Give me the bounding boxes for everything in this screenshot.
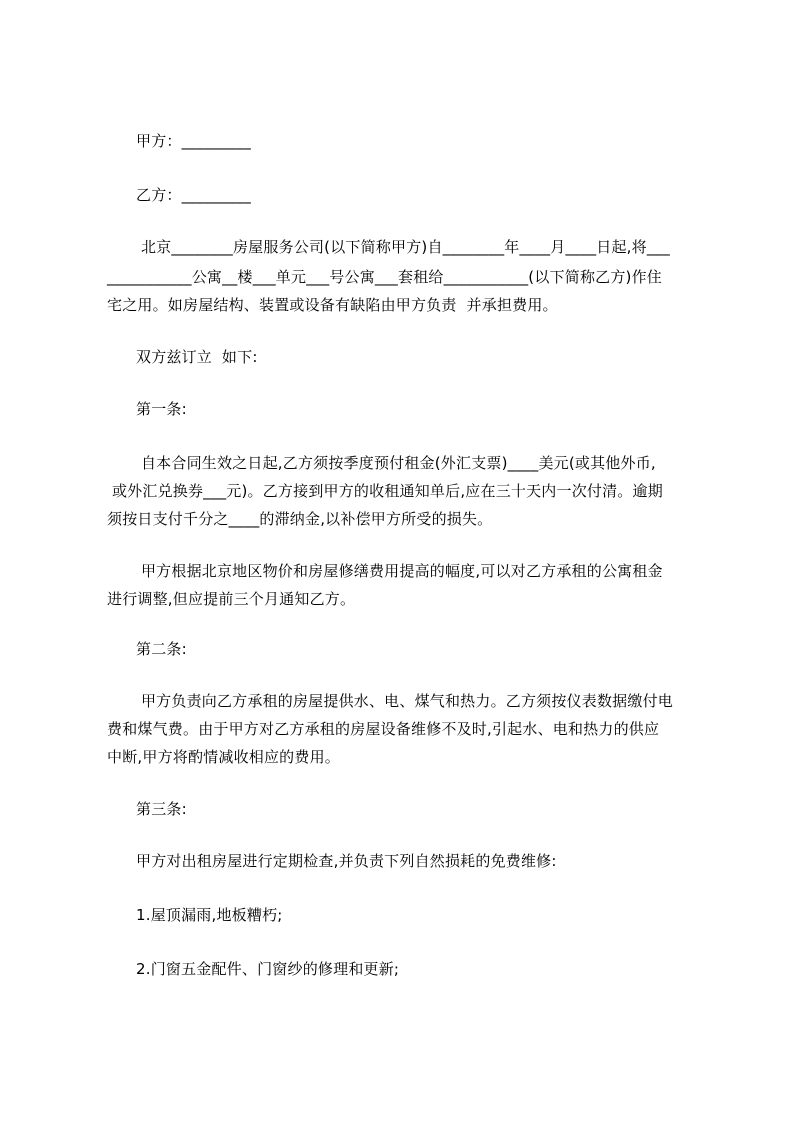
agreement-intro: 双方兹订立 如下:: [136, 348, 258, 366]
list-item: 1.屋顶漏雨,地板糟朽;: [136, 906, 283, 924]
article-1-heading: 第一条:: [136, 400, 187, 418]
article-3-heading: 第三条:: [136, 800, 187, 818]
party-b-line: 乙方：_________: [136, 186, 251, 204]
paragraph-line: 甲方根据北京地区物价和房屋修缮费用提高的幅度,可以对乙方承租的公寓租金: [136, 562, 663, 580]
paragraph-line: 自本合同生效之日起,乙方须按季度预付租金(外汇支票)____美元(或其他外币,: [136, 454, 656, 472]
paragraph-line: 宅之用。如房屋结构、装置或设备有缺陷由甲方负责 并承担费用。: [107, 296, 558, 314]
paragraph-line: ___________公寓__楼___单元___号公寓___套租给___________(以下简称乙方)作住: [107, 268, 663, 286]
list-item: 2.门窗五金配件、门窗纱的修理和更新;: [136, 960, 400, 978]
party-a-line: 甲方：_________: [136, 132, 251, 150]
paragraph-line: 费和煤气费。由于甲方对乙方承租的房屋设备维修不及时,引起水、电和热力的供应: [107, 720, 660, 738]
article-2-heading: 第二条:: [136, 640, 187, 658]
paragraph-line: 进行调整,但应提前三个月通知乙方。: [107, 590, 356, 608]
paragraph-line: 或外汇兑换券___元)。乙方接到甲方的收租通知单后,应在三十天内一次付清。逾期: [107, 482, 663, 500]
paragraph-line: 北京________房屋服务公司(以下简称甲方)自________年____月____日起,将___: [136, 238, 670, 256]
article-3-intro: 甲方对出租房屋进行定期检查,并负责下列自然损耗的免费维修:: [136, 852, 557, 870]
paragraph-line: 甲方负责向乙方承租的房屋提供水、电、煤气和热力。乙方须按仪表数据缴付电: [136, 692, 673, 710]
paragraph-line: 须按日支付千分之____的滞纳金,以补偿甲方所受的损失。: [107, 510, 493, 528]
paragraph-line: 中断,甲方将酌情减收相应的费用。: [107, 748, 340, 766]
